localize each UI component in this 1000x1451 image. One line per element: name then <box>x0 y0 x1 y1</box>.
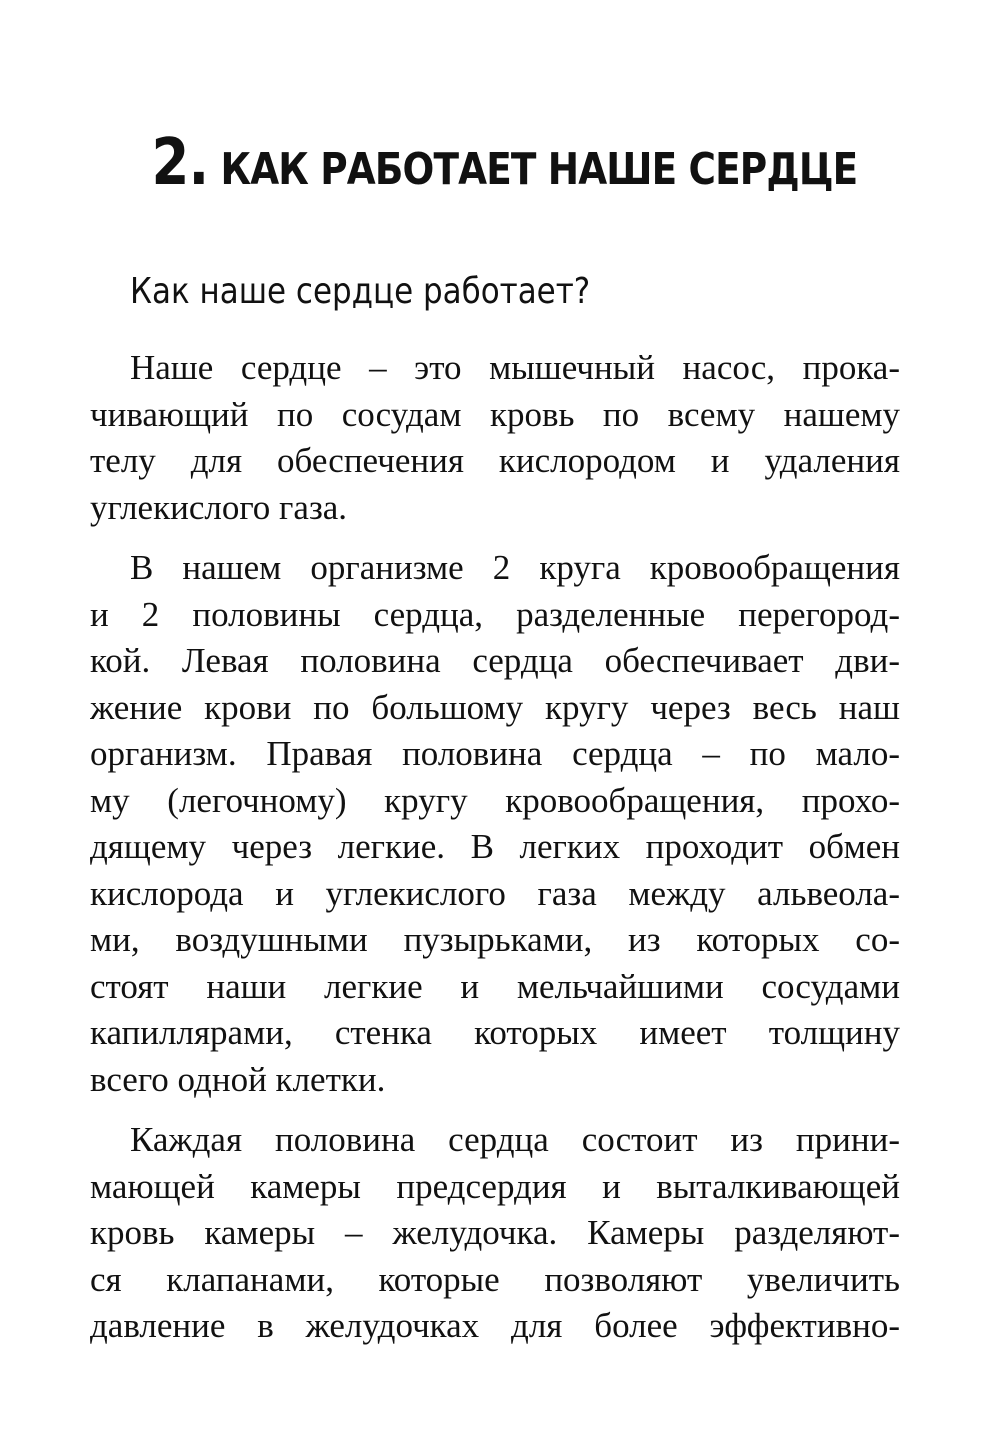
chapter-number: 2. <box>151 126 209 200</box>
text-line: кровь камеры – желудочка. Камеры разделяют- <box>90 1213 900 1252</box>
text-line: му (легочному) кругу кровообращения, прохо- <box>90 780 900 820</box>
text-line: дящему через легкие. В легких проходит обмен <box>90 827 900 866</box>
text-line: организм. Правая половина сердца – по мало- <box>90 734 900 773</box>
text-line: телу для обеспечения кислородом и удаления <box>90 441 900 480</box>
chapter-title <box>151 118 858 215</box>
text-line: ми, воздушными пузырьками, из которых со- <box>90 920 900 959</box>
body-text <box>90 345 900 1364</box>
text-line: углекислого газа. <box>90 487 348 527</box>
paragraph <box>90 1117 900 1350</box>
text-line: ся клапанами, которые позволяют увеличить <box>90 1259 900 1299</box>
text-line: Наше сердце – это мышечный насос, прока- <box>130 348 900 387</box>
text-line: В нашем организме 2 круга кровообращения <box>130 548 900 587</box>
text-line: стоят наши легкие и мельчайшими сосудами <box>90 966 900 1006</box>
text-line: кислорода и углекислого газа между альвеола- <box>90 873 900 913</box>
paragraph <box>90 545 900 1103</box>
text-line: Каждая половина сердца состоит из прини- <box>130 1120 900 1159</box>
text-line: жение крови по большому кругу через весь наш <box>90 687 900 727</box>
text-line: давление в желудочках для более эффективно- <box>90 1306 900 1345</box>
text-line: чивающий по сосудам кровь по всему нашему <box>90 394 900 434</box>
text-line: капиллярами, стенка которых имеет толщину <box>90 1013 900 1052</box>
chapter-title-text: КАК РАБОТАЕТ НАШЕ СЕРДЦЕ <box>220 144 858 195</box>
text-line: и 2 половины сердца, разделенные перегород- <box>90 594 900 634</box>
section-title: Как наше сердце работает? <box>130 271 591 312</box>
text-line: мающей камеры предсердия и выталкивающей <box>90 1166 900 1206</box>
text-line: кой. Левая половина сердца обеспечивает дви- <box>90 641 900 680</box>
text-line: всего одной клетки. <box>90 1059 386 1099</box>
paragraph <box>90 345 900 531</box>
